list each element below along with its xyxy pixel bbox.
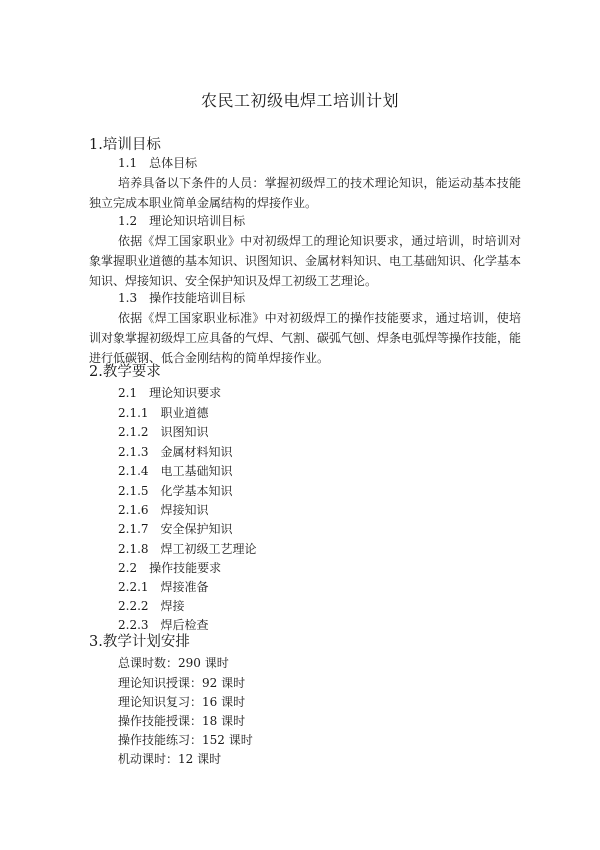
schedule-flexible-hours: 机动课时：12 课时 (118, 752, 222, 766)
schedule-skill-practice: 操作技能练习：152 课时 (118, 733, 253, 747)
section-heading-teaching-requirements: 2.教学要求 (89, 364, 161, 380)
list-item: 2.1.5 化学基本知识 (118, 484, 233, 498)
subsection-theory-goal: 1.2 理论知识培训目标 (118, 214, 246, 228)
list-item: 2.1.2 识图知识 (118, 425, 209, 439)
list-item: 2.1 理论知识要求 (118, 386, 222, 400)
list-item: 2.1.1 职业道德 (118, 406, 209, 420)
list-item: 2.1.8 焊工初级工艺理论 (118, 542, 257, 556)
subsection-skill-goal: 1.3 操作技能培训目标 (118, 291, 246, 305)
subsection-overall-goal: 1.1 总体目标 (118, 156, 198, 170)
list-item: 2.1.3 金属材料知识 (118, 445, 233, 459)
schedule-theory-review: 理论知识复习：16 课时 (118, 695, 246, 709)
list-item: 2.2.1 焊接准备 (118, 580, 209, 594)
list-item: 2.1.4 电工基础知识 (118, 464, 233, 478)
list-item: 2.2.3 焊后检查 (118, 618, 209, 632)
paragraph-theory-goal: 依据《焊工国家职业》中对初级焊工的理论知识要求，通过培训，时培训对象掌握职业道德的基本知识、识图知识、金属材料知识、电工基础知识、化学基本知识、焊接知识、安全保护知识及焊工初级工艺理论。 (89, 234, 522, 288)
document-title: 农民工初级电焊工培训计划 (200, 91, 399, 110)
schedule-skill-lecture: 操作技能授课：18 课时 (118, 714, 246, 728)
section-heading-training-goals: 1.培训目标 (89, 137, 161, 153)
list-item: 2.2.2 焊接 (118, 599, 185, 613)
schedule-theory-lecture: 理论知识授课：92 课时 (118, 676, 246, 690)
list-item: 2.2 操作技能要求 (118, 561, 222, 575)
schedule-total-hours: 总课时数：290 课时 (118, 656, 229, 670)
section-heading-teaching-schedule: 3.教学计划安排 (89, 634, 190, 650)
paragraph-skill-goal: 依据《焊工国家职业标准》中对初级焊工的操作技能要求，通过培训，使培训对象掌握初级焊工应具备的气焊、气割、碳弧气刨、焊条电弧焊等操作技能，能进行低碳钢、低合金刚结构的简单焊接作业。 (89, 311, 522, 365)
list-item: 2.1.7 安全保护知识 (118, 522, 233, 536)
paragraph-overall-goal: 培养具备以下条件的人员：掌握初级焊工的技术理论知识，能运动基本技能独立完成本职业简单金属结构的焊接作业。 (89, 176, 521, 210)
list-item: 2.1.6 焊接知识 (118, 503, 209, 517)
